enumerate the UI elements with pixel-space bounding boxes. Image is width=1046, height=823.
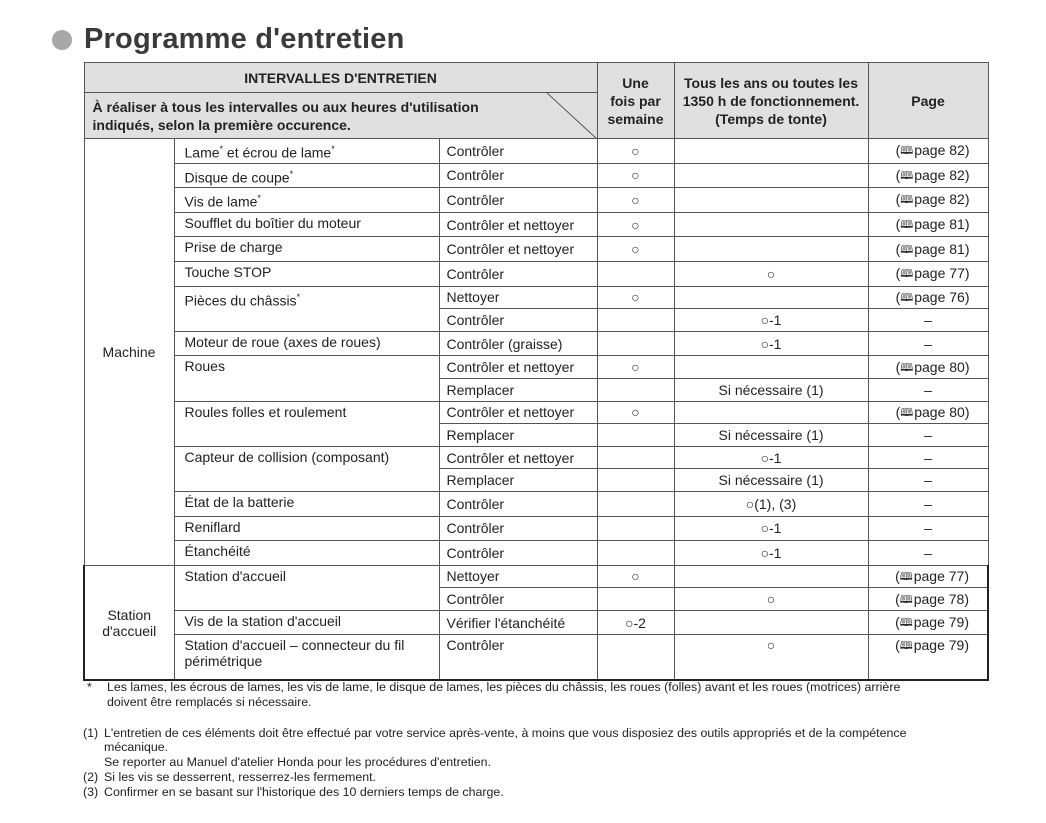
diagonal-divider [547,93,597,139]
yearly-cell: ○ [674,261,868,286]
book-icon: 🕮 [900,406,914,419]
page-title: Programme d'entretien [84,22,405,55]
footnote-3 [83,785,983,800]
footnote-1 [83,726,983,770]
book-icon: 🕮 [900,145,914,158]
action-cell: Contrôler [439,588,597,611]
action-cell: Contrôler et nettoyer [439,401,597,424]
page-ref-cell: – [868,516,988,541]
page-ref-cell: – [868,424,988,447]
page-ref-cell: (🕮page 80) [868,356,988,379]
footnote-mark: * [87,680,92,694]
item-cell: Soufflet du boîtier du moteur [174,212,439,237]
yearly-header-line: Tous les ans ou toutes les [684,74,859,91]
yearly-cell [674,286,868,309]
subheader-line: indiqués, selon la première occurence. [92,116,351,133]
group-machine: Machine [84,139,174,566]
page-ref-cell: – [868,331,988,356]
yearly-cell: ○(1), (3) [674,491,868,516]
action-cell: Contrôler et nettoyer [439,446,597,469]
page-header: Page [868,63,988,139]
weekly-cell: ○ [597,237,674,262]
book-icon: 🕮 [900,291,914,304]
weekly-cell [597,635,674,681]
footnotes [83,680,983,800]
action-cell: Contrôler [439,139,597,164]
book-icon: 🕮 [899,570,913,583]
yearly-cell: ○-1 [674,516,868,541]
weekly-header [597,63,674,139]
page-ref-cell: (🕮page 81) [868,237,988,262]
item-cell [174,635,439,681]
yearly-cell [674,237,868,262]
weekly-cell: ○ [597,286,674,309]
book-icon: 🕮 [900,169,914,182]
item-cell: Roules folles et roulement [174,401,439,446]
action-cell: Nettoyer [439,286,597,309]
weekly-cell [597,424,674,447]
yearly-cell: Si nécessaire (1) [674,424,868,447]
action-cell: Contrôler [439,309,597,332]
action-cell: Contrôler [439,541,597,566]
footnote-line: mécanique. [104,740,169,755]
weekly-cell [597,331,674,356]
yearly-cell [674,188,868,213]
group-station-line: Station [107,606,152,623]
item-cell: Lame* et écrou de lame* [174,139,439,164]
page-ref-cell: (🕮page 82) [868,163,988,188]
item-cell-line: périmétrique [184,653,263,670]
item-cell: Vis de la station d'accueil [174,610,439,635]
book-icon: 🕮 [899,593,913,606]
yearly-cell [674,401,868,424]
group-station-line: d'accueil [102,622,157,639]
book-icon: 🕮 [900,243,914,256]
item-cell: Moteur de roue (axes de roues) [174,331,439,356]
weekly-cell: ○-2 [597,610,674,635]
yearly-cell [674,139,868,164]
yearly-cell [674,212,868,237]
page-heading [52,20,405,58]
action-cell: Contrôler [439,635,597,681]
intervals-subheader [84,93,597,139]
maintenance-table [83,62,989,681]
item-cell: Pièces du châssis* [174,286,439,331]
yearly-header [674,63,868,139]
page-ref-cell: – [868,541,988,566]
book-icon: 🕮 [899,617,913,630]
page-ref-cell: (🕮page 78) [868,588,988,611]
yearly-cell: ○-1 [674,541,868,566]
page-ref-cell: (🕮page 82) [868,139,988,164]
action-cell: Contrôler et nettoyer [439,237,597,262]
page-ref-cell: – [868,469,988,492]
weekly-cell [597,516,674,541]
heading-bullet-icon [52,30,72,50]
item-cell: Étanchéité [174,541,439,566]
footnote-star [83,680,983,710]
page-ref-cell: (🕮page 80) [868,401,988,424]
yearly-header-line: 1350 h de fonctionnement. [682,92,860,109]
page-ref-cell: – [868,378,988,401]
footnote-line: Si les vis se desserrent, resserrez-les fermement. [104,769,376,784]
item-cell: Prise de charge [174,237,439,262]
action-cell: Contrôler [439,163,597,188]
footnote-mark: (2) [83,769,99,784]
weekly-cell: ○ [597,139,674,164]
action-cell: Contrôler [439,491,597,516]
weekly-header-line: Une [622,74,649,91]
footnote-2 [83,770,983,785]
action-cell: Vérifier l'étanchéité [439,610,597,635]
weekly-cell [597,541,674,566]
yearly-cell [674,163,868,188]
weekly-cell [597,491,674,516]
page-ref-cell: (🕮page 79) [868,635,988,681]
page-ref-cell: (🕮page 81) [868,212,988,237]
action-cell: Contrôler [439,188,597,213]
group-station [84,565,174,680]
yearly-cell: ○-1 [674,331,868,356]
item-cell: Station d'accueil [174,565,439,610]
weekly-cell: ○ [597,401,674,424]
weekly-cell [597,378,674,401]
page-ref-cell: – [868,446,988,469]
intervals-header: INTERVALLES D'ENTRETIEN [84,63,597,93]
weekly-cell: ○ [597,188,674,213]
footnote-line: doivent être remplacés si nécessaire. [107,694,312,709]
book-icon: 🕮 [900,268,914,281]
item-cell: Disque de coupe* [174,163,439,188]
yearly-cell: Si nécessaire (1) [674,469,868,492]
weekly-cell [597,309,674,332]
footnote-mark: (1) [83,725,99,740]
footnote-line: Confirmer en se basant sur l'historique des 10 derniers temps de charge. [104,784,504,799]
action-cell: Remplacer [439,469,597,492]
weekly-cell [597,261,674,286]
item-cell: État de la batterie [174,491,439,516]
yearly-cell [674,610,868,635]
book-icon: 🕮 [899,640,913,653]
page-ref-cell: (🕮page 79) [868,610,988,635]
yearly-cell: ○-1 [674,446,868,469]
action-cell: Remplacer [439,378,597,401]
yearly-cell: Si nécessaire (1) [674,378,868,401]
book-icon: 🕮 [900,194,914,207]
action-cell: Contrôler et nettoyer [439,356,597,379]
footnote-mark: (3) [83,784,99,799]
weekly-cell: ○ [597,356,674,379]
page-ref-cell: (🕮page 77) [868,261,988,286]
page-ref-cell: (🕮page 77) [868,565,988,588]
yearly-cell: ○ [674,588,868,611]
weekly-header-line: semaine [607,110,664,127]
action-cell: Remplacer [439,424,597,447]
item-cell: Vis de lame* [174,188,439,213]
weekly-cell: ○ [597,565,674,588]
item-cell: Capteur de collision (composant) [174,446,439,491]
weekly-cell: ○ [597,212,674,237]
action-cell: Nettoyer [439,565,597,588]
page-ref-cell: – [868,491,988,516]
action-cell: Contrôler (graisse) [439,331,597,356]
item-cell: Roues [174,356,439,401]
yearly-header-line: (Temps de tonte) [715,110,827,127]
page-ref-cell: – [868,309,988,332]
yearly-cell: ○-1 [674,309,868,332]
weekly-cell [597,588,674,611]
item-cell: Touche STOP [174,261,439,286]
action-cell: Contrôler [439,516,597,541]
yearly-cell [674,356,868,379]
footnote-line: Se reporter au Manuel d'atelier Honda pour les procédures d'entretien. [104,755,492,770]
yearly-cell [674,565,868,588]
weekly-cell: ○ [597,163,674,188]
page-ref-cell: (🕮page 82) [868,188,988,213]
action-cell: Contrôler [439,261,597,286]
book-icon: 🕮 [900,219,914,232]
footnote-line: Les lames, les écrous de lames, les vis de lame, le disque de lames, les pièces du châssis, les roues (folles) avant et les roues (motrices) arrière [107,680,901,694]
page-ref-cell: (🕮page 76) [868,286,988,309]
book-icon: 🕮 [900,361,914,374]
weekly-cell [597,446,674,469]
item-cell-line: Station d'accueil – connecteur du fil [184,637,405,654]
weekly-header-line: fois par [610,92,661,109]
subheader-line: À réaliser à tous les intervalles ou aux heures d'utilisation [92,98,479,115]
yearly-cell: ○ [674,635,868,681]
item-cell: Reniflard [174,516,439,541]
action-cell: Contrôler et nettoyer [439,212,597,237]
weekly-cell [597,469,674,492]
footnote-line: L'entretien de ces éléments doit être effectué par votre service après-vente, à moins que vous disposiez des outils appropriés et de la compétence [104,725,907,740]
